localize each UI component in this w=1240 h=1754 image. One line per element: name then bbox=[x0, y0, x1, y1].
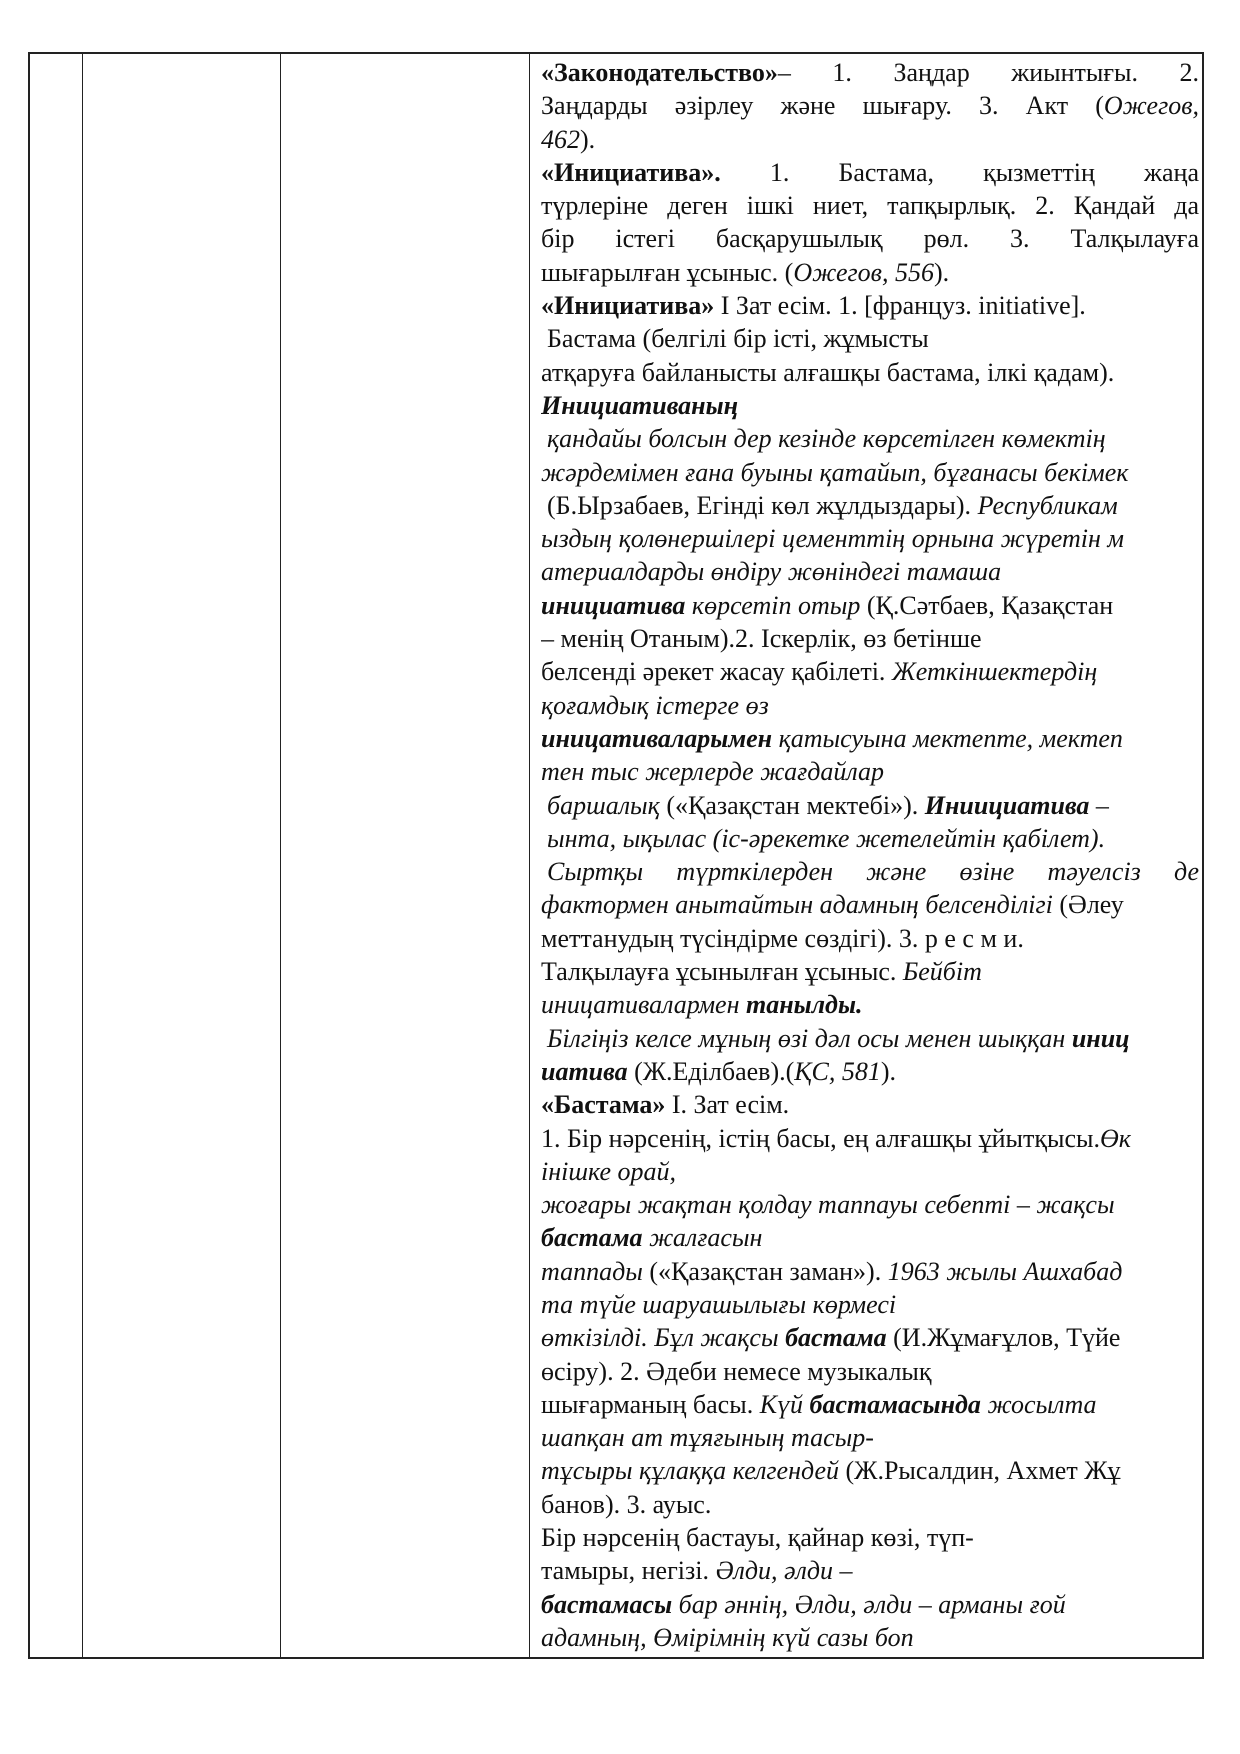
text-segment: 1963 жылы Ашхабад bbox=[887, 1256, 1123, 1286]
text-segment: қандайы болсын дер кезінде көрсетілген көмектің bbox=[547, 424, 1106, 454]
text-segment: Жеткіншектердің bbox=[891, 657, 1098, 687]
definition-cell bbox=[541, 56, 1199, 1654]
text-line bbox=[541, 222, 1199, 255]
text-segment: түрлеріне деген ішкі ниет, тапқырлық. 2. Қандай да bbox=[541, 191, 1199, 221]
text-line bbox=[541, 555, 1199, 588]
text-line bbox=[541, 589, 1199, 622]
text-segment: Талқылауға ұсынылған ұсыныс. bbox=[541, 957, 903, 987]
text-line bbox=[541, 855, 1199, 888]
text-segment: бастамасында bbox=[809, 1389, 981, 1419]
table-frame bbox=[28, 52, 1204, 1659]
text-segment: (Әлеу bbox=[1052, 890, 1124, 920]
text-segment: I. Зат есім. bbox=[665, 1090, 790, 1120]
text-segment: Ожегов, 556 bbox=[793, 257, 934, 287]
text-line bbox=[541, 123, 1199, 156]
text-segment: Білгіңіз келсе мұның өзі дәл осы менен шыққан bbox=[547, 1023, 1072, 1053]
text-line bbox=[541, 1355, 1199, 1388]
text-segment: танылды. bbox=[746, 990, 863, 1020]
text-segment: та түйе шаруашылығы көрмесі bbox=[541, 1289, 897, 1319]
text-line bbox=[541, 522, 1199, 555]
text-segment: бастамасы bbox=[541, 1589, 673, 1619]
text-line bbox=[541, 1454, 1199, 1487]
text-segment: бастама bbox=[785, 1323, 887, 1353]
text-segment: шапқан ат тұяғының тасыр- bbox=[541, 1423, 874, 1453]
text-line bbox=[541, 722, 1199, 755]
text-segment: (И.Жұмағұлов, Түйе bbox=[886, 1323, 1121, 1353]
text-segment: (Қ.Сәтбаев, Қазақстан bbox=[860, 590, 1114, 620]
text-segment: көрсетіп отыр bbox=[685, 590, 861, 620]
text-segment: иатива bbox=[541, 1056, 628, 1086]
text-line bbox=[541, 1388, 1199, 1421]
text-segment: – 1. Заңдар жиынтығы. 2. bbox=[777, 58, 1199, 87]
text-segment: жалғасын bbox=[642, 1223, 763, 1253]
text-segment: Республикам bbox=[977, 490, 1118, 520]
text-segment: тен тыс жерлерде жағдайлар bbox=[541, 757, 885, 787]
text-line bbox=[541, 822, 1199, 855]
text-segment: жәрдемімен ғана буыны қатайып, бұғанасы бекімек bbox=[541, 457, 1129, 487]
text-segment: I Зат есім. 1. [француз. initiative]. bbox=[714, 291, 1086, 321]
text-segment: Заңдарды әзірлеу және шығару. 3. Акт ( bbox=[541, 91, 1104, 121]
text-segment: Сыртқы түрткілерден және өзіне тәуелсіз де bbox=[547, 857, 1199, 887]
text-segment: (Ж.Еділбаев).( bbox=[627, 1056, 795, 1086]
text-line bbox=[541, 1155, 1199, 1188]
text-segment: жоғары жақтан қолдау таппауы себепті – жақсы bbox=[541, 1190, 1115, 1220]
text-segment: таппады bbox=[541, 1256, 643, 1286]
text-line bbox=[541, 1055, 1199, 1088]
text-segment: бар әннің, Әлди, әлди – арманы ғой bbox=[672, 1589, 1066, 1619]
text-line bbox=[541, 1621, 1199, 1654]
text-line bbox=[541, 489, 1199, 522]
text-segment: «Бастама» bbox=[541, 1090, 666, 1120]
text-segment: Ожегов, bbox=[1103, 91, 1199, 121]
text-segment: «Законодательство» bbox=[541, 58, 778, 87]
text-segment: («Қазақстан заман»). bbox=[642, 1256, 888, 1286]
text-line bbox=[541, 1421, 1199, 1454]
text-segment: атқаруға байланысты алғашқы бастама, ілкі қадам). bbox=[541, 357, 1115, 387]
text-segment: өсіру). 2. Әдеби немесе музыкалық bbox=[541, 1356, 932, 1386]
text-segment: шығарылған ұсыныс. ( bbox=[541, 257, 794, 287]
text-line bbox=[541, 888, 1199, 921]
text-segment: иницативалармен bbox=[541, 990, 746, 1020]
text-line bbox=[541, 622, 1199, 655]
text-segment: 462 bbox=[541, 124, 580, 154]
text-line bbox=[541, 689, 1199, 722]
text-segment: Инициативаның bbox=[541, 390, 739, 420]
text-segment: (Ж.Рысалдин, Ахмет Жұ bbox=[839, 1456, 1121, 1486]
text-line bbox=[541, 789, 1199, 822]
text-line bbox=[541, 1221, 1199, 1254]
text-line bbox=[541, 1521, 1199, 1554]
text-segment: ). bbox=[933, 257, 950, 287]
text-line bbox=[541, 1022, 1199, 1055]
text-segment: бастама bbox=[541, 1223, 643, 1253]
text-segment: атериалдарды өндіру жөніндегі тамаша bbox=[541, 557, 1002, 587]
text-line bbox=[541, 156, 1199, 189]
text-segment: иниц bbox=[1071, 1023, 1130, 1053]
text-segment: жосылта bbox=[980, 1389, 1097, 1419]
text-segment: 1. Бастама, қызметтің жаңа bbox=[720, 157, 1199, 187]
text-line bbox=[541, 1288, 1199, 1321]
text-segment: ). bbox=[880, 1056, 897, 1086]
text-segment: банов). 3. ауыс. bbox=[541, 1489, 712, 1519]
text-segment: бір істегі басқарушылық рөл. 3. Талқылауға bbox=[541, 224, 1199, 254]
text-line bbox=[541, 289, 1199, 322]
text-segment: қатысуына мектепте, мектеп bbox=[772, 723, 1123, 753]
text-segment: «Инициатива». bbox=[541, 157, 721, 187]
text-segment: (Б.Ырзабаев, Егінді көл жұлдыздары). bbox=[547, 490, 978, 520]
text-segment: – bbox=[1089, 790, 1109, 820]
text-segment: Бір нәрсенің бастауы, қайнар көзі, түп- bbox=[541, 1523, 974, 1553]
text-segment: Бастама (белгілі бір істі, жұмысты bbox=[547, 324, 929, 354]
text-segment: шығарманың басы. bbox=[541, 1389, 760, 1419]
text-segment: ). bbox=[580, 124, 596, 154]
text-line bbox=[541, 56, 1199, 89]
text-line bbox=[541, 1188, 1199, 1221]
column-divider-2 bbox=[280, 54, 281, 1657]
text-segment: белсенді әрекет жасау қабілеті. bbox=[541, 657, 892, 687]
text-line bbox=[541, 1255, 1199, 1288]
text-segment: Күй bbox=[759, 1389, 810, 1419]
text-segment: Бейбіт bbox=[902, 957, 982, 987]
text-line bbox=[541, 988, 1199, 1021]
text-segment: меттанудың түсіндірме сөздігі). 3. р е с м и. bbox=[541, 923, 1024, 953]
text-segment: фактормен анытайтын адамның белсенділігі bbox=[541, 890, 1053, 920]
text-line bbox=[541, 356, 1199, 389]
text-segment: адамның, Өмірімнің күй сазы боп bbox=[541, 1622, 914, 1652]
text-segment: иницативаларымен bbox=[541, 723, 773, 753]
text-line bbox=[541, 1321, 1199, 1354]
text-line bbox=[541, 322, 1199, 355]
text-segment: өткізілді. Бұл жақсы bbox=[541, 1323, 786, 1353]
text-segment: баршалық bbox=[547, 790, 660, 820]
text-segment: 1. Бір нәрсенің, істің басы, ең алғашқы ұйытқысы. bbox=[541, 1123, 1100, 1153]
column-divider-1 bbox=[82, 54, 83, 1657]
text-line bbox=[541, 1122, 1199, 1155]
text-segment: инициатива bbox=[541, 590, 686, 620]
text-line bbox=[541, 389, 1199, 422]
text-segment: інішке орай, bbox=[541, 1156, 677, 1186]
text-line bbox=[541, 256, 1199, 289]
text-segment: ынта, ықылас (іс-әрекетке жетелейтін қабілет). bbox=[547, 823, 1106, 853]
text-line bbox=[541, 422, 1199, 455]
text-line bbox=[541, 1554, 1199, 1587]
column-divider-3 bbox=[529, 54, 530, 1657]
text-segment: («Қазақстан мектебі»). bbox=[659, 790, 925, 820]
text-line bbox=[541, 456, 1199, 489]
text-line bbox=[541, 655, 1199, 688]
text-segment: – менің Отаным).2. Іскерлік, өз бетінше bbox=[541, 624, 982, 654]
text-line bbox=[541, 922, 1199, 955]
text-line bbox=[541, 89, 1199, 122]
text-segment: Иниициатива bbox=[924, 790, 1090, 820]
text-line bbox=[541, 955, 1199, 988]
text-segment: ҚС, 581 bbox=[794, 1056, 881, 1086]
text-segment: Өк bbox=[1099, 1123, 1131, 1153]
text-line bbox=[541, 1088, 1199, 1121]
text-line bbox=[541, 1588, 1199, 1621]
text-segment: ыздың қолөнершілері цементтің орнына жүретін м bbox=[541, 524, 1124, 554]
text-line bbox=[541, 189, 1199, 222]
text-segment: тұсыры құлаққа келгендей bbox=[541, 1456, 840, 1486]
text-line bbox=[541, 1488, 1199, 1521]
text-segment: Әлди, әлди – bbox=[715, 1556, 853, 1586]
text-line bbox=[541, 755, 1199, 788]
text-segment: тамыры, негізі. bbox=[541, 1556, 716, 1586]
text-segment: қоғамдық істерге өз bbox=[541, 690, 769, 720]
text-segment: «Инициатива» bbox=[541, 291, 715, 321]
